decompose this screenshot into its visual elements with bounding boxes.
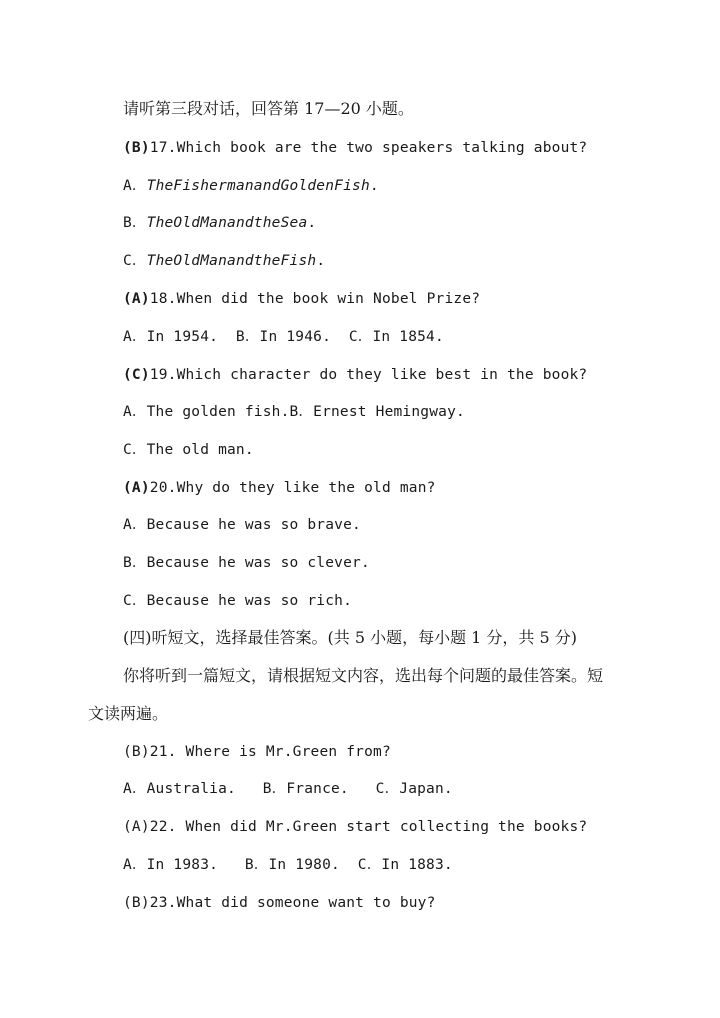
question-23: (B)23.What did someone want to buy? (123, 895, 436, 911)
q17-option-b (123, 213, 316, 233)
option-label: C． (123, 253, 147, 269)
question-22: (A)22. When did Mr.Green start collecting the books? (123, 819, 588, 835)
section4-heading: (四)听短文，选择最佳答案。(共 5 小题，每小题 1 分，共 5 分) (123, 628, 578, 647)
answer-19: (C) (123, 367, 150, 383)
q19-options-line1: A．The golden fish.B．Ernest Hemingway. (123, 404, 465, 420)
option-text: TheFishermanandGoldenFish (146, 178, 370, 194)
q21-options: A．Australia. B．France. C．Japan. (123, 781, 453, 797)
section4-intro-line1: 你将听到一篇短文，请根据短文内容，选出每个问题的最佳答案。短 (123, 666, 604, 685)
question-18 (123, 289, 480, 309)
option-text: TheOldManandtheFish (146, 253, 317, 269)
option-label: B． (123, 215, 147, 231)
q19-options-line2: C．The old man. (123, 442, 254, 458)
section4-intro-line2: 文读两遍。 (88, 704, 169, 723)
question-21: (B)21. Where is Mr.Green from? (123, 744, 391, 760)
question-17 (123, 138, 587, 158)
question-20-stem: 20.Why do they like the old man? (149, 480, 436, 496)
q18-options: A．In 1954. B．In 1946. C．In 1854. (123, 329, 444, 345)
question-19 (123, 365, 587, 385)
q17-option-c (123, 251, 325, 271)
question-17-stem: 17.Which book are the two speakers talking about? (149, 140, 588, 156)
question-18-stem: 18.When did the book win Nobel Prize? (149, 291, 481, 307)
option-end: . (307, 215, 317, 231)
option-text: TheOldManandtheSea (146, 215, 308, 231)
q20-option-a: A．Because he was so brave. (123, 517, 361, 533)
option-end: . (316, 253, 326, 269)
answer-18: (A) (123, 291, 150, 307)
answer-17: (B) (123, 140, 150, 156)
q20-option-c: C．Because he was so rich. (123, 593, 353, 609)
section3-instruction: 请听第三段对话，回答第 17—20 小题。 (123, 99, 414, 118)
option-label: A． (123, 178, 147, 194)
answer-20: (A) (123, 480, 150, 496)
q22-options: A．In 1983. B．In 1980. C．In 1883. (123, 857, 453, 873)
option-end: . (369, 178, 379, 194)
question-19-stem: 19.Which character do they like best in the book? (149, 367, 588, 383)
q17-option-a (123, 176, 379, 196)
question-20 (123, 478, 436, 498)
q20-option-b: B．Because he was so clever. (123, 555, 370, 571)
